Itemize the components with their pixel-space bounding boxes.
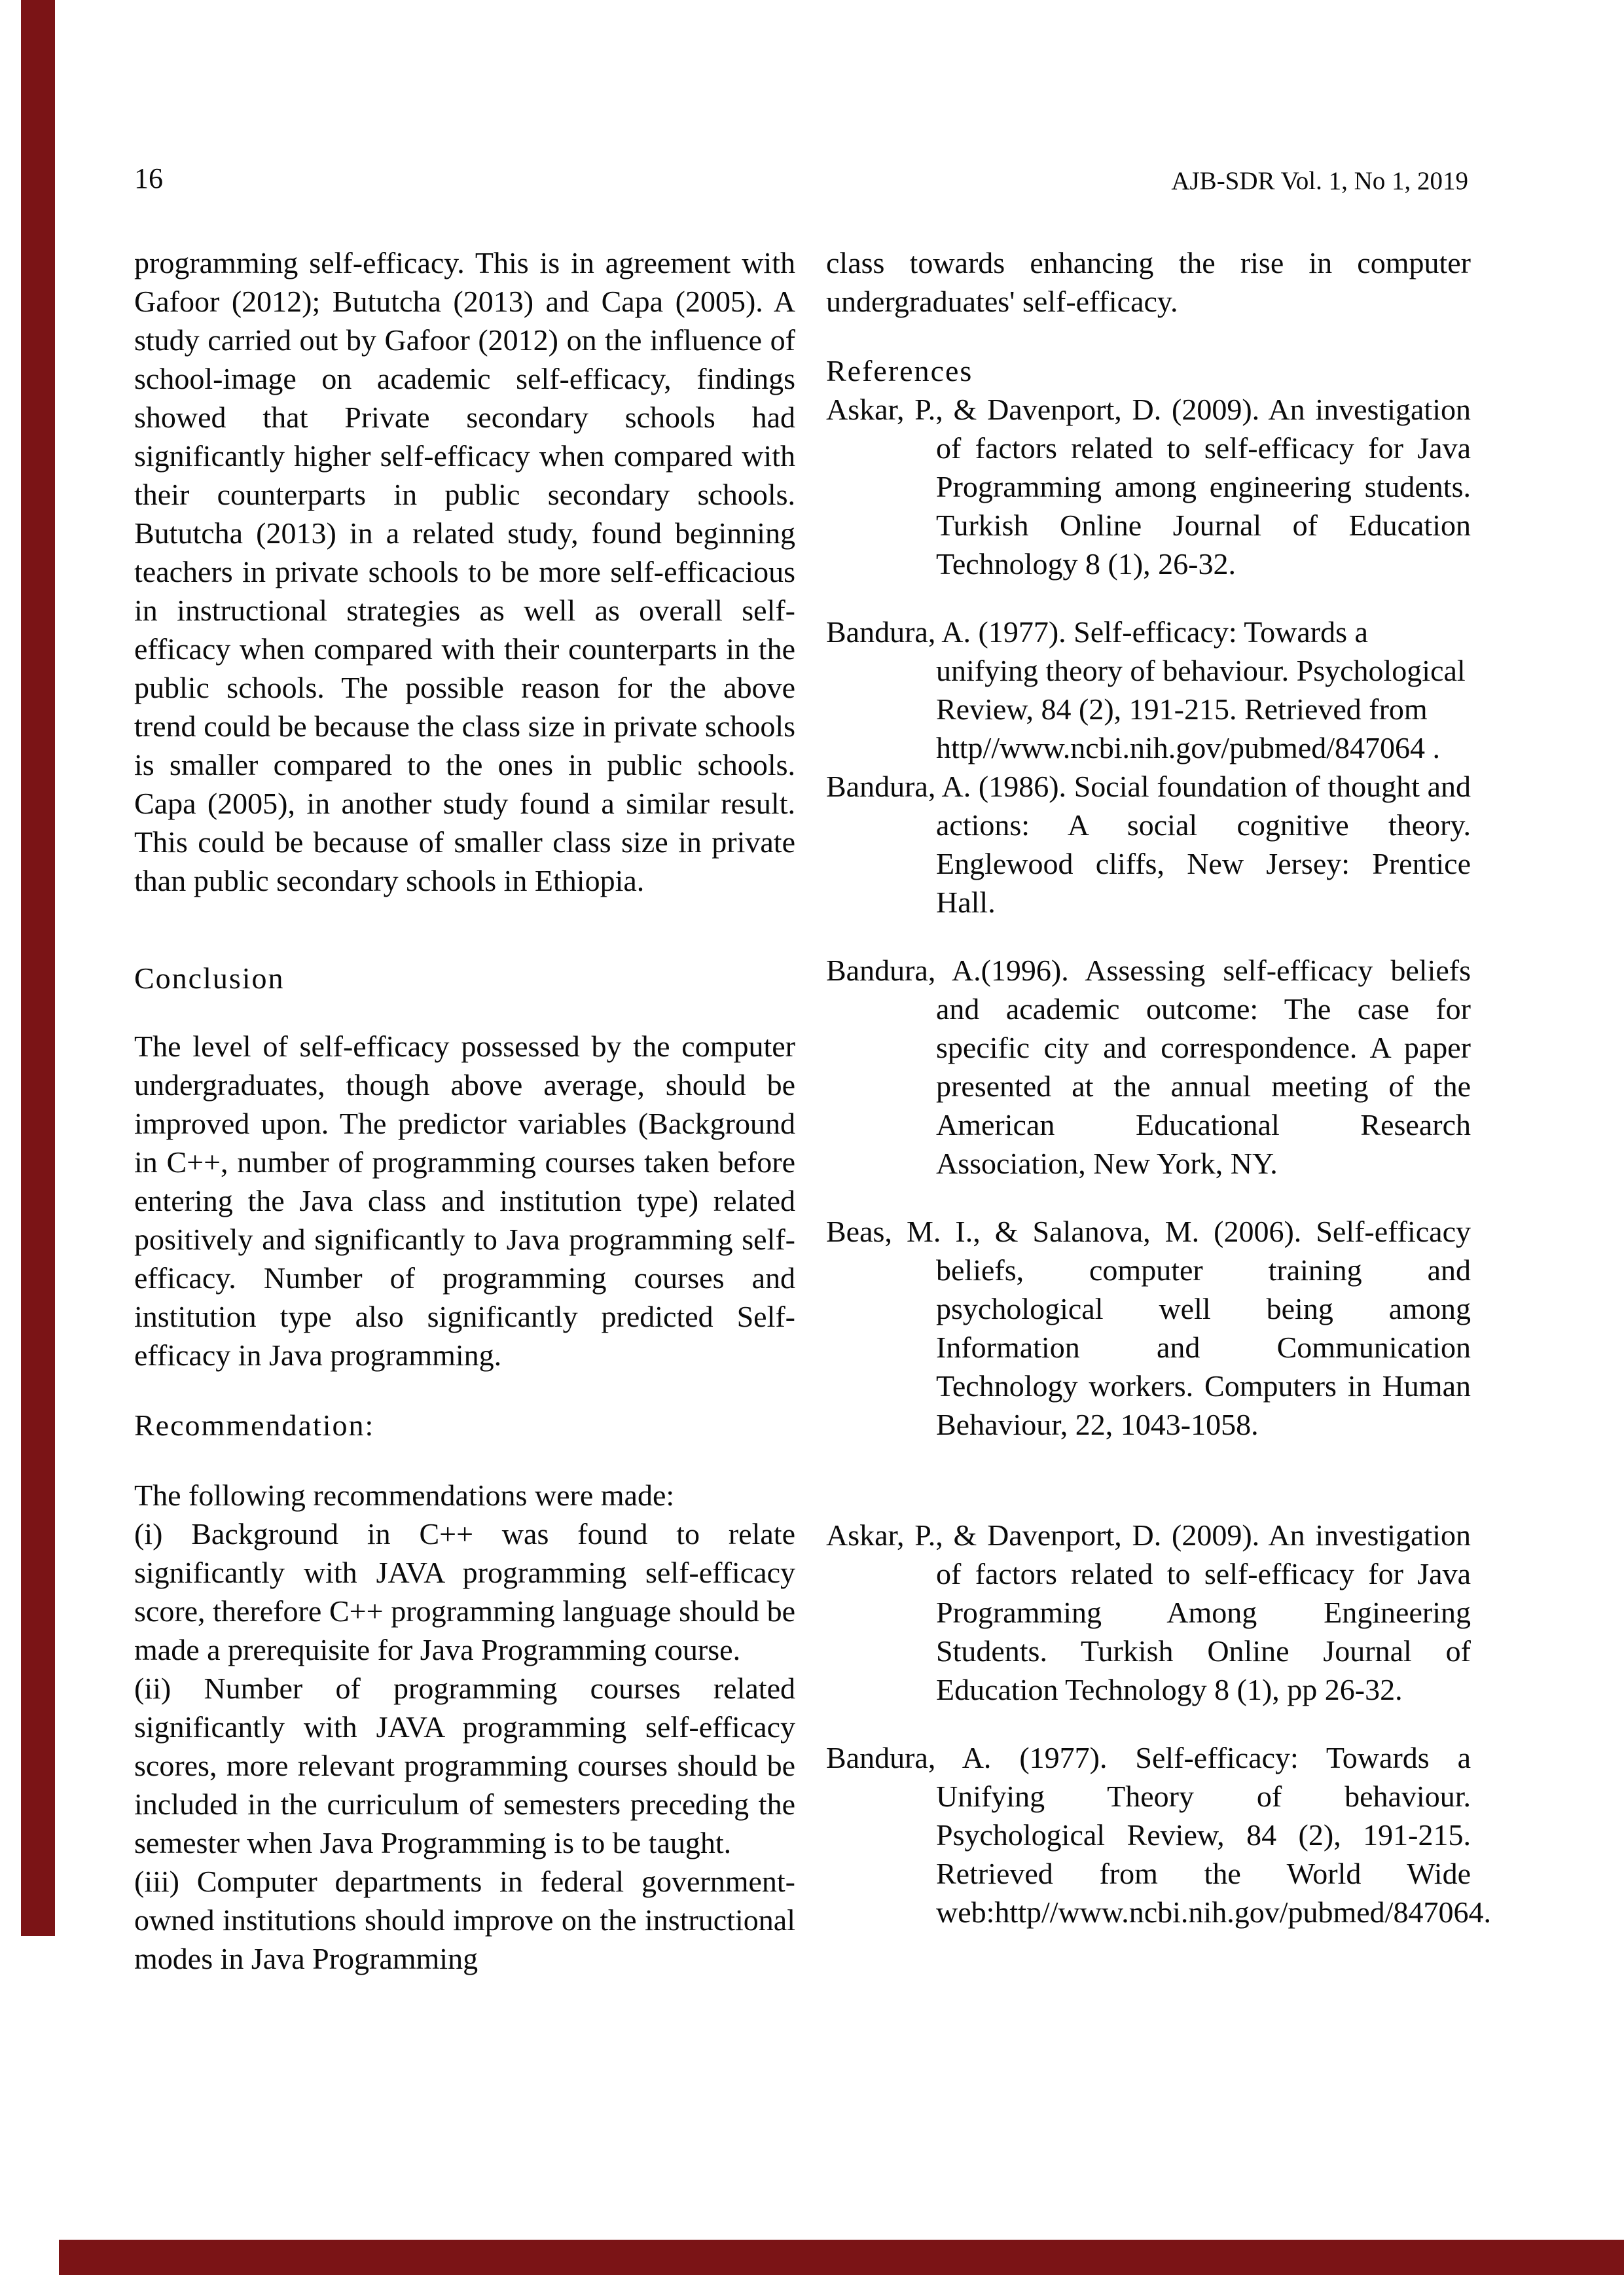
references-heading: References xyxy=(826,354,973,387)
discussion-paragraph: programming self-efficacy. This is in agreement with Gafoor (2012); Bututcha (2013) and Capa (2005). A study carried out by Gafoor (2012) on the influence of school-image on academic self-efficacy, findings showed that Private secondary schools had significantly higher self-efficacy when compared with their counterparts in public secondary schools. Bututcha (2013) in a related study, found beginning teachers in private schools to be more self-efficacious in instructional strategies as well as overall self-efficacy when compared with their counterparts in the public schools. The possible reason for the above trend could be because the class size in private schools is smaller compared to the ones in public schools. Capa (2005), in another study found a similar result. This could be because of smaller class size in private than public secondary schools in Ethiopia. xyxy=(134,246,795,897)
reference-entry: Bandura, A. (1977). Self-efficacy: Towards a unifying theory of behaviour. Psychological Review, 84 (2), 191-215. Retrieved from http//www.ncbi.nih.gov/pubmed/847064 . xyxy=(826,615,1466,764)
left-column xyxy=(134,243,795,1978)
page-number: 16 xyxy=(134,162,163,194)
recommendation-item-i: (i) Background in C++ was found to relate significantly with JAVA programming self-efficacy score, therefore C++ programming language should be made a prerequisite for Java Programming course. xyxy=(134,1517,795,1666)
recommendation-item-iii: (iii) Computer departments in federal government-owned institutions should improve on the instructional modes in Java Programming xyxy=(134,1865,795,1975)
opening-paragraph: class towards enhancing the rise in computer undergraduates' self-efficacy. xyxy=(826,246,1471,318)
reference-entry: Askar, P., & Davenport, D. (2009). An investigation of factors related to self-efficacy for Java Programming among engineering students. Turkish Online Journal of Education Technology 8 (1), 26-32. xyxy=(826,393,1471,581)
reference-entry: Beas, M. I., & Salanova, M. (2006). Self-efficacy beliefs, computer training and psychological well being among Information and Communication Technology workers. Computers in Human Behaviour, 22, 1043-1058. xyxy=(826,1215,1471,1441)
left-accent-bar xyxy=(21,0,55,1936)
recommendation-item-ii: (ii) Number of programming courses related significantly with JAVA programming self-efficacy scores, more relevant programming courses should be included in the curriculum of semesters preceding the semester when Java Programming is to be taught. xyxy=(134,1672,795,1859)
reference-entry: Askar, P., & Davenport, D. (2009). An investigation of factors related to self-efficacy for Java Programming Among Engineering Students. Turkish Online Journal of Education Technology 8 (1), pp 26-32. xyxy=(826,1518,1471,1706)
conclusion-heading: Conclusion xyxy=(134,961,285,995)
journal-header: AJB-SDR Vol. 1, No 1, 2019 xyxy=(1171,167,1468,195)
reference-entry: Bandura, A. (1986). Social foundation of thought and actions: A social cognitive theory. Englewood cliffs, New Jersey: Prentice Hall. xyxy=(826,770,1471,919)
bottom-accent-bar xyxy=(59,2240,1624,2275)
recommendation-intro: The following recommendations were made: xyxy=(134,1479,675,1512)
reference-entry: Bandura, A. (1977). Self-efficacy: Towards a Unifying Theory of behaviour. Psychological Review, 84 (2), 191-215. Retrieved from the World Wide web:http//www.ncbi.nih.gov/pubmed/847064. xyxy=(826,1741,1491,1929)
conclusion-paragraph: The level of self-efficacy possessed by the computer undergraduates, though above average, should be improved upon. The predictor variables (Background in C++, number of programming courses taken before entering the Java class and institution type) related positively and significantly to Java programming self-efficacy. Number of programming courses and institution type also significantly predicted Self-efficacy in Java programming. xyxy=(134,1030,795,1372)
right-column xyxy=(826,243,1491,1931)
recommendation-heading: Recommendation: xyxy=(134,1408,375,1442)
reference-entry: Bandura, A.(1996). Assessing self-efficacy beliefs and academic outcome: The case for specific city and correspondence. A paper presented at the annual meeting of the American Educational Research Association, New York, NY. xyxy=(826,954,1471,1180)
